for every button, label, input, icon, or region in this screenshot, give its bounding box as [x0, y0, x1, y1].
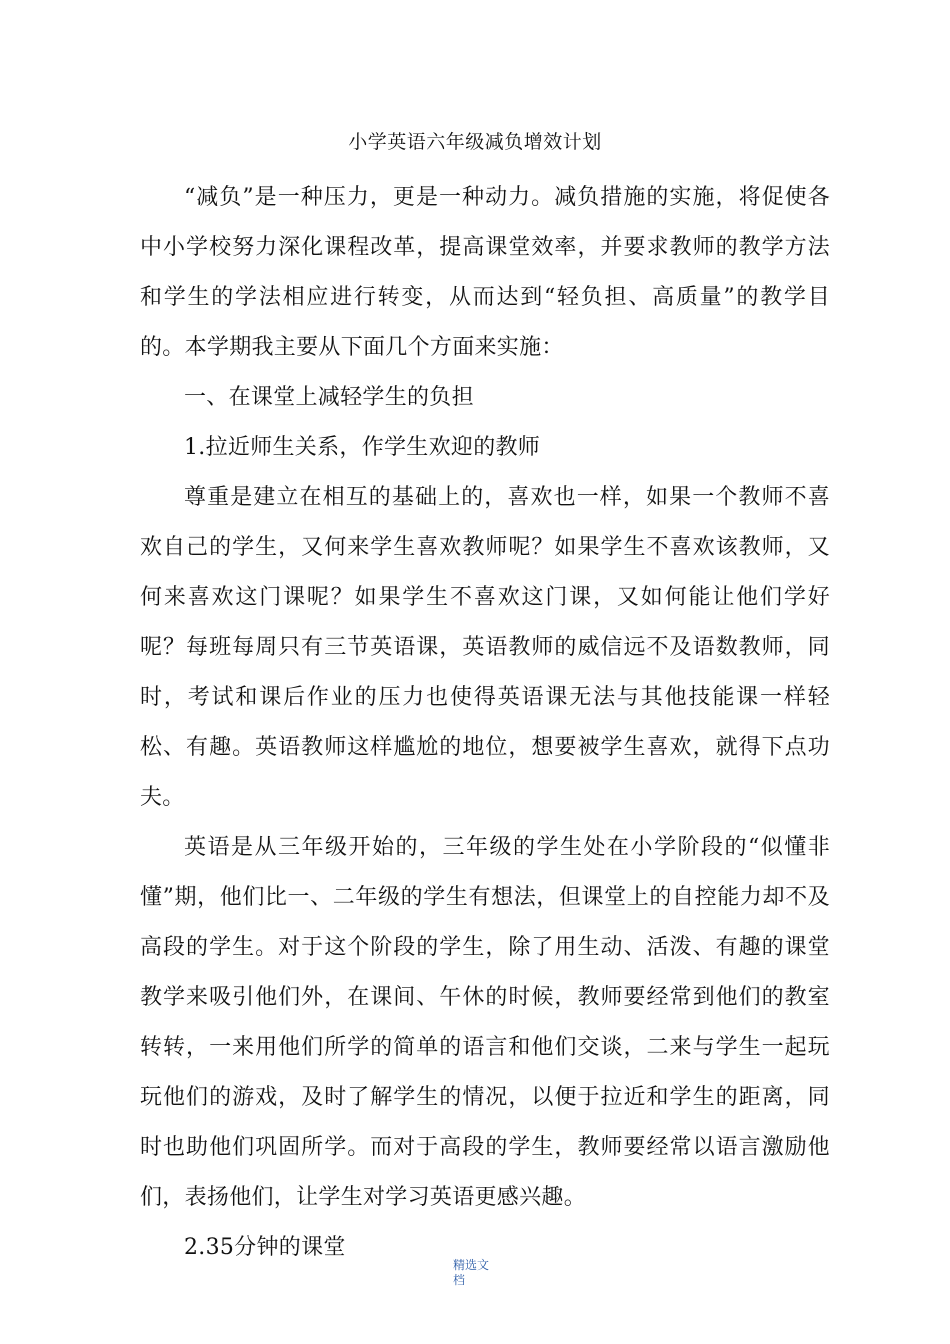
paragraph-respect: 尊重是建立在相互的基础上的，喜欢也一样，如果一个教师不喜欢自己的学生，又何来学生喜欢教师呢？如果学生不喜欢该教师，又何来喜欢这门课呢？如果学生不喜欢这门课，又如何能让他们学好呢？每班每周只有三节英语课，英语教师的威信远不及语数教师，同时，考试和课后作业的压力也使得英语课无法与其他技能课一样轻松、有趣。英语教师这样尴尬的地位，想要被学生喜欢，就得下点功夫。 [140, 485, 830, 810]
subsection-heading-2: 2.35分钟的课堂 [184, 1235, 346, 1260]
page-footer [453, 1258, 513, 1288]
footer-line-2: 档 [453, 1273, 466, 1287]
document-title: 小学英语六年级减负增效计划 [348, 131, 602, 153]
document-body [140, 173, 830, 1273]
subsection-heading-1: 1.拉近师生关系，作学生欢迎的教师 [184, 435, 541, 460]
paragraph-intro: “减负”是一种压力，更是一种动力。减负措施的实施，将促使各中小学校努力深化课程改革，提高课堂效率，并要求教师的教学方法和学生的学法相应进行转变，从而达到“轻负担、高质量”的教学目的。本学期我主要从下面几个方面来实施： [140, 185, 830, 360]
section-heading-1: 一、在课堂上减轻学生的负担 [184, 385, 474, 410]
footer-line-1: 精选文 [453, 1258, 490, 1272]
paragraph-grade-three: 英语是从三年级开始的，三年级的学生处在小学阶段的“似懂非懂”期，他们比一、二年级的学生有想法，但课堂上的自控能力却不及高段的学生。对于这个阶段的学生，除了用生动、活泼、有趣的课堂教学来吸引他们外，在课间、午休的时候，教师要经常到他们的教室转转，一来用他们所学的简单的语言和他们交谈，二来与学生一起玩玩他们的游戏，及时了解学生的情况，以便于拉近和学生的距离，同时也助他们巩固所学。而对于高段的学生，教师要经常以语言激励他们，表扬他们，让学生对学习英语更感兴趣。 [140, 835, 830, 1210]
